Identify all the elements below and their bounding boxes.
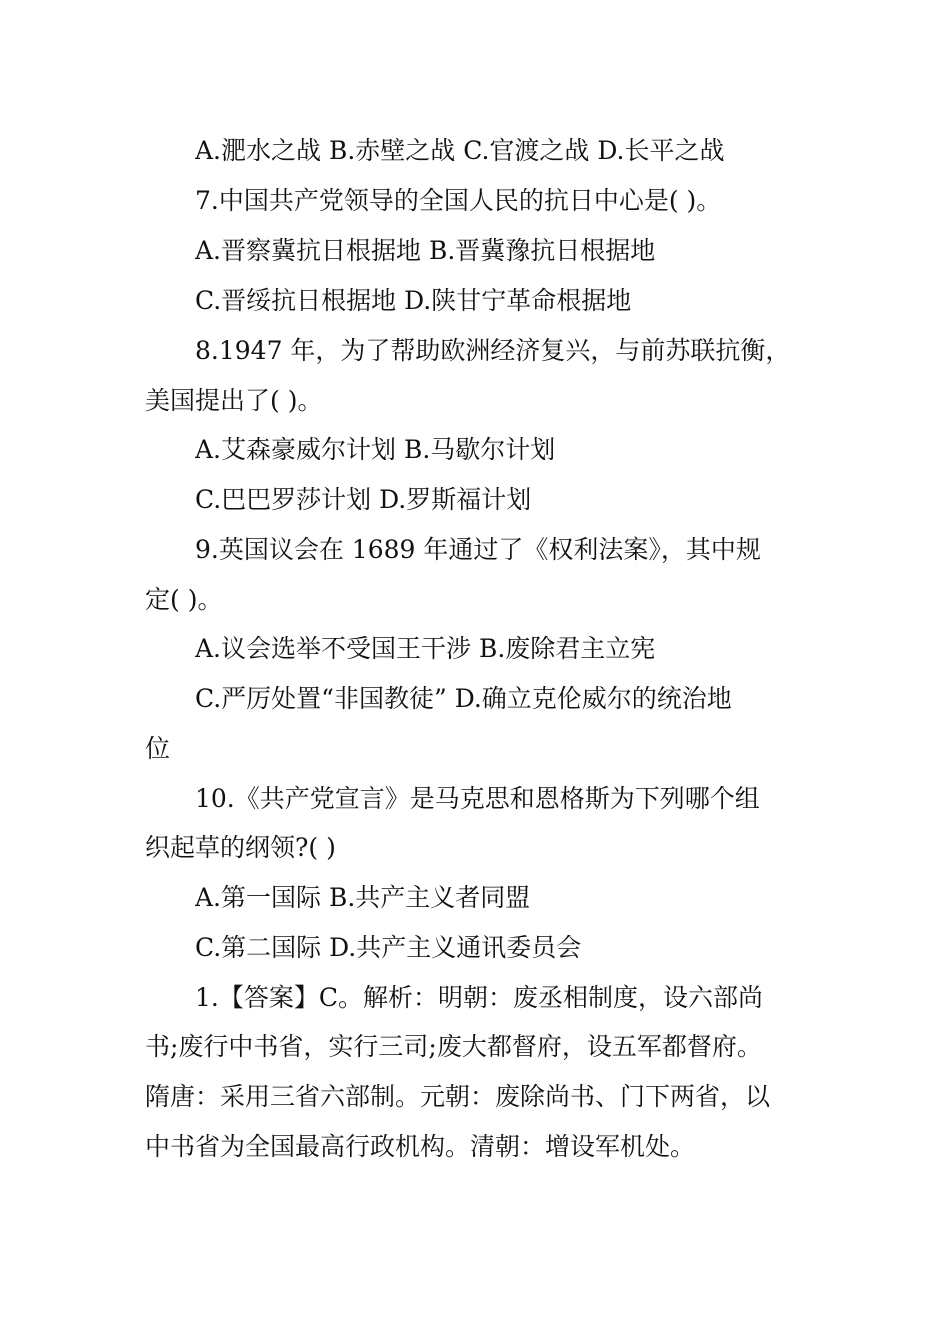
option-line-q8-cd: C.巴巴罗莎计划 D.罗斯福计划 — [195, 485, 532, 514]
option-line-q8-ab: A.艾森豪威尔计划 B.马歇尔计划 — [195, 435, 556, 464]
question-9-cont: 定( )。 — [145, 585, 223, 614]
option-line-q10-cd: C.第二国际 D.共产主义通讯委员会 — [195, 933, 582, 962]
answer-1-cont-1: 书;废行中书省，实行三司;废大都督府，设五军都督府。 — [145, 1032, 762, 1061]
option-line-q6: A.淝水之战 B.赤壁之战 C.官渡之战 D.长平之战 — [195, 136, 725, 165]
option-line-q7-ab: A.晋察冀抗日根据地 B.晋冀豫抗日根据地 — [195, 236, 656, 265]
option-line-q9-cont: 位 — [145, 734, 171, 763]
question-7: 7.中国共产党领导的全国人民的抗日中心是( )。 — [195, 186, 722, 215]
option-line-q9-ab: A.议会选举不受国王干涉 B.废除君主立宪 — [195, 634, 656, 663]
question-10-cont: 织起草的纲领?( ) — [145, 833, 336, 862]
question-9: 9.英国议会在 1689 年通过了《权利法案》，其中规 — [195, 535, 761, 564]
question-8-cont: 美国提出了( )。 — [145, 386, 323, 415]
option-line-q7-cd: C.晋绥抗日根据地 D.陕甘宁革命根据地 — [195, 286, 632, 315]
answer-1-cont-2: 隋唐：采用三省六部制。元朝：废除尚书、门下两省，以 — [145, 1082, 771, 1111]
answer-1-cont-3: 中书省为全国最高行政机构。清朝：增设军机处。 — [145, 1132, 696, 1161]
answer-1: 1.【答案】C。解析：明朝：废丞相制度，设六部尚 — [195, 983, 763, 1012]
option-line-q10-ab: A.第一国际 B.共产主义者同盟 — [195, 883, 531, 912]
option-line-q9-cd: C.严厉处置“非国教徒” D.确立克伦威尔的统治地 — [195, 684, 732, 713]
question-8: 8.1947 年，为了帮助欧洲经济复兴，与前苏联抗衡， — [195, 336, 791, 365]
question-10: 10.《共产党宣言》是马克思和恩格斯为下列哪个组 — [195, 784, 760, 813]
